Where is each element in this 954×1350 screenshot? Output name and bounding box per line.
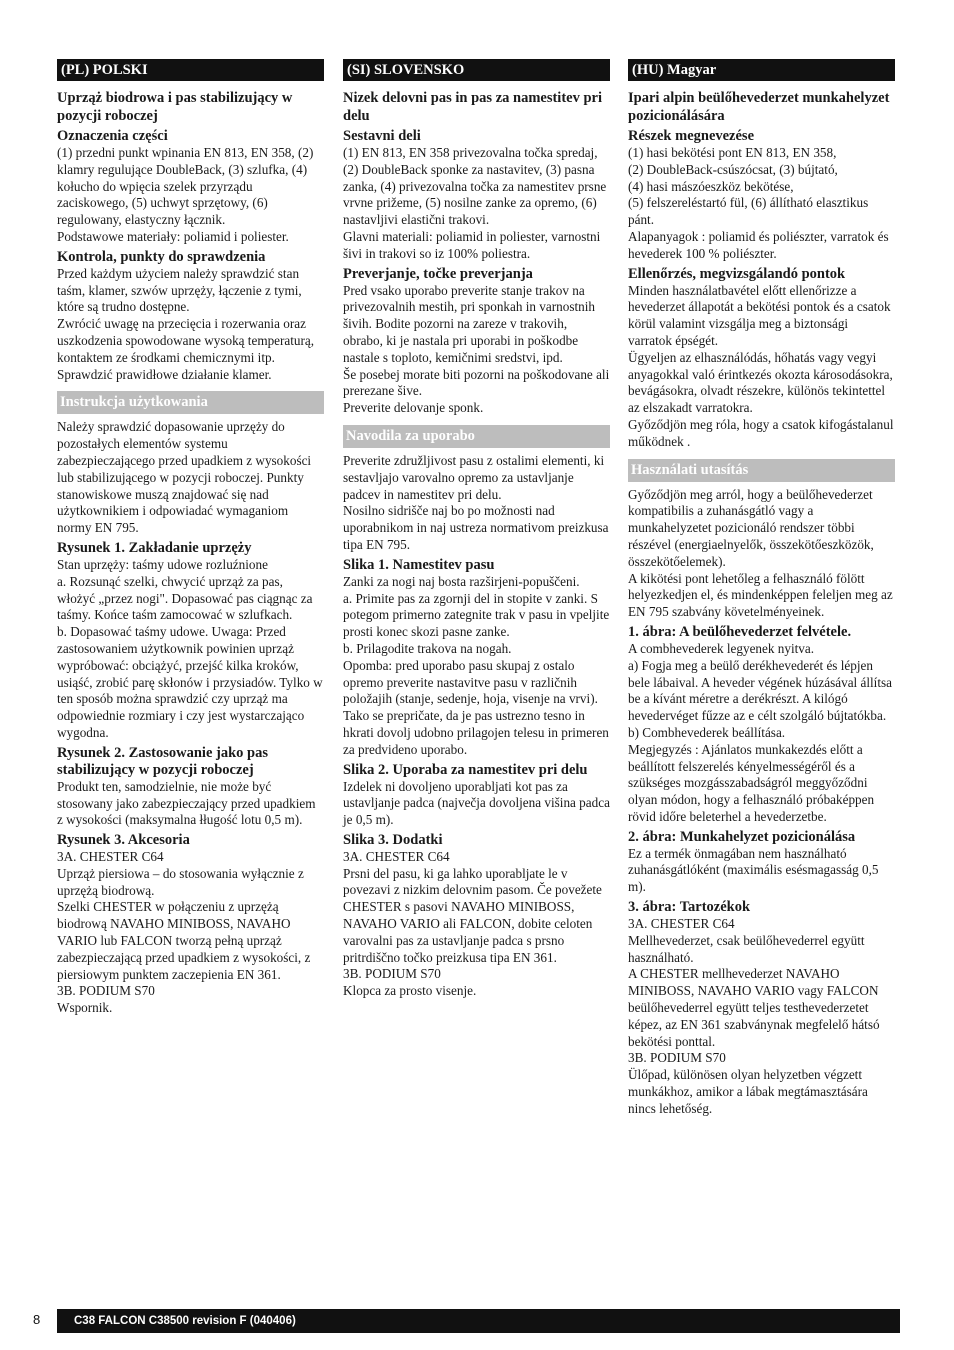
check-heading: Ellenőrzés, megvizsgálandó pontok <box>628 265 846 282</box>
language-header: (SI) SLOVENSKO <box>343 59 610 81</box>
column-slovensko <box>343 59 610 1000</box>
figure-2-heading: 2. ábra: Munkahelyzet pozicionálása <box>628 828 856 845</box>
parts-text: (1) przedni punkt wpinania EN 813, EN 358, (2) klamry regulujące DoubleBack, (3) szlufka, (4) kołucho do wpięcia szelek przyrządu zaciskowego, (5) uchwyt sprzętowy, (6) regulowany, elastyczny łącznik. Podstawowe materiały: poliamid i poliester. <box>57 145 314 244</box>
parts-text: (1) EN 813, EN 358 privezovalna točka spredaj, (2) DoubleBack sponke za nastavitev, (3) pasna zanka, (4) privezovalna točka za namestitev prsne vrvne prižeme, (5) nosilne zanke za opremo, (6) nastavljivi elastični trakovi. Glavni materiali: poliamid in poliester, varnostni šivi in trakovi so iz 100% poliestra. <box>343 145 607 261</box>
figure-1-heading: Slika 1. Namestitev pasu <box>343 556 495 573</box>
figure-2-text: Produkt ten, samodzielnie, nie może być stosowany jako zabezpieczający przed upadkiem z wysokości (maksymalna łługość lotu 0,5 m). <box>57 778 316 828</box>
intro-text: Győződjön meg arról, hogy a beülőhevederzet kompatibilis a zuhanásgátló vagy a munkahelyzetet pozicionáló rendszer többi részével (energiaelnyelők, összekötőeszközök, összekötőelemek). A kikötési pont lehetőleg a felhasználó fölött helyezkedjen el, és mindenképpen feleljen meg az EN 795 szabvány követelményeinek. <box>628 486 893 620</box>
document-label: C38 FALCON C38500 revision F (040406) <box>74 1315 296 1327</box>
figure-3-heading: Slika 3. Dodatki <box>343 831 443 848</box>
figure-1-text: Stan uprzęży: taśmy udowe rozluźnione a. Rozsunąć szelki, chwycić uprząż za pas, włożyć „przez nogi". Dopasować pas ciągnąc za taśmy. Końce taśm zamocować w szlufkach. b. Dopasować taśmy udowe. Uwaga: Przed zastosowaniem użytkownik powinien uprząż wypróbować: obciążyć, przejść kilka kroków, usiąść, zrobić parę skłonów i przysiadów. Tylko w ten sposób można sprawdzić czy uprząż ma odpowiednie rozmiary i czy jest wystarczająco wygodna. <box>57 556 323 740</box>
language-header: (PL) POLSKI <box>57 59 324 81</box>
figure-1-heading: Rysunek 1. Zakładanie uprzęży <box>57 539 252 556</box>
instructions-section-header: Használati utasítás <box>628 459 895 482</box>
figure-1-text: Zanki za nogi naj bosta razširjeni-popuščeni. a. Primite pas za zgornji del in stopite v zanki. S potegom primerno zategnite trak v pasu in vpeljite prosti konec skozi pasne zanke. b. Prilagodite trakova na nogah. Opomba: pred uporabo pasu skupaj z ostalo opremo preverite nastavitve pasu v različnih položajih (stanje, sedenje, hoja, visenje na vrvi). Tako se prepričate, da je pas ustrezno tesno in hkrati dovolj udobno prilagojen telesu in primeren za predvideno uporabo. <box>343 573 610 757</box>
figure-3-heading: 3. ábra: Tartozékok <box>628 899 751 916</box>
intro-text: Preverite združljivost pasu z ostalimi elementi, ki sestavljajo varovalno opremo za ustavljanje padcev in namestitev pri delu. Nosilno sidrišče naj bo po možnosti nad uporabnikom in naj ustreza normativom preizkusa tipa EN 795. <box>343 452 609 552</box>
language-header: (HU) Magyar <box>628 59 895 81</box>
column-magyar <box>628 59 895 1118</box>
figure-3-text: 3A. CHESTER C64 Prsni del pasu, ki ga lahko uporabljate le v povezavi z nizkim delovnim pasom. Če povežete CHESTER s pasovi NAVAHO MINIBOSS, NAVAHO VARIO ali FALCON, dobite celoten varovalni pas za ustavljanje padca s prsno pritrdiščno točko preizkusa tipa EN 361. 3B. PODIUM S70 Klopca za prosto visenje. <box>343 848 602 999</box>
intro-text: Należy sprawdzić dopasowanie uprzęży do pozostałych elementów systemu zabezpieczającego przed upadkiem z wysokości lub stabilizującego w pozycji roboczej. Punkty stanowiskowe muszą znajdować się nad użytkownikiem i odpowiadać wymaganiom normy EN 795. <box>57 419 312 536</box>
figure-2-heading: Slika 2. Uporaba za namestitev pri delu <box>343 761 588 778</box>
figure-3-heading: Rysunek 3. Akcesoria <box>57 832 190 849</box>
check-text: Pred vsako uporabo preverite stanje trakov na privezovalnih mestih, pri sponkah in varnostnih šivih. Bodite pozorni na zareze v trakovih, obrabo, ki je nastala pri uporabi in poškodbe nastale s toploto, kemičnimi sredstvi, ipd. Še posebej morate biti pozorni na poškodovane ali prerezane šive. Preverite delovanje sponk. <box>343 282 610 416</box>
product-title: Uprząż biodrowa i pas stabilizujący w pozycji roboczej <box>57 90 293 124</box>
figure-2-text: Izdelek ni dovoljeno uporabljati kot pas za ustavljanje padca (največja dovoljena višina padca je 0,5 m). <box>343 778 610 828</box>
figure-1-text: A combhevederek legyenek nyitva. a) Fogja meg a beülő derékhevederét és lépjen bele lábaival. A heveder végének húzásával állítsa be a kívánt méretre a derékrészt. A kilógó hevedervéget fűzze az e célt szolgáló bújtatókba. b) Combhevederek beállítása. Megjegyzés : Ajánlatos munkakezdés előtt a beállított felszerelés kényelmességéről és a szükséges mozgásszabadságról meggyőződni olyan módon, hogy a felhasználó próbaképpen rövid időre beleterhel a hevederzetbe. <box>628 640 892 824</box>
product-title: Ipari alpin beülőhevederzet munkahelyzet pozicionálására <box>628 90 890 124</box>
parts-text: (1) hasi bekötési pont EN 813, EN 358, (2) DoubleBack-csúszócsat, (3) bújtató, (4) hasi mászóeszköz bekötése, (5) felszereléstartó fül, (6) állítható elasztikus pánt. Alapanyagok : poliamid és poliészter, varratok és hevederek 100 % poliészter. <box>628 145 889 261</box>
product-title: Nizek delovni pas in pas za namestitev pri delu <box>343 90 602 124</box>
parts-heading: Sestavni deli <box>343 128 421 144</box>
check-heading: Preverjanje, točke preverjanja <box>343 265 533 282</box>
check-text: Przed każdym użyciem należy sprawdzić stan taśm, klamer, szwów uprzęży, łączenie z tymi, które są trudno dostępne. Zwrócić uwagę na przecięcia i rozerwania oraz uszkodzenia spowodowane wysoką temperaturą, kontaktem ze środkami chemicznymi itp. Sprawdzić prawidłowe działanie klamer. <box>57 265 315 382</box>
parts-heading: Oznaczenia części <box>57 128 168 144</box>
parts-heading: Részek megnevezése <box>628 128 755 144</box>
figure-2-heading: Rysunek 2. Zastosowanie jako pas stabilizujący w pozycji roboczej <box>57 744 268 778</box>
figure-1-heading: 1. ábra: A beülőhevederzet felvétele. <box>628 623 852 640</box>
figure-2-text: Ez a termék önmagában nem használható zuhanásgátlóként (maximális esésmagasság 0,5 m). <box>628 845 879 895</box>
figure-3-text: 3A. CHESTER C64 Uprząż piersiowa – do stosowania wyłącznie z uprzężą biodrową. Szelki CHESTER w połączeniu z uprzężą biodrową NAVAHO MINIBOSS, NAVAHO VARIO lub FALCON tworzą pełną uprząż zabezpieczającą przed upadkiem z wysokości, z piersiowym punktem zaczepienia EN 361. 3B. PODIUM S70 Wspornik. <box>57 849 311 1016</box>
check-text: Minden használatbavétel előtt ellenőrizze a hevederzet állapotát a bekötési pontok és a csatok körül valamint vizsgálja meg a biztonsági varratok épségét. Ügyeljen az elhasználódás, hőhatás vagy vegyi anyagokkal való érintkezés okozta károsodásokra, bevágásokra, olvadt részekre, különös tekintettel az elszakadt varratokra. Győződjön meg róla, hogy a csatok kifogástalanul működnek . <box>628 282 894 449</box>
check-heading: Kontrola, punkty do sprawdzenia <box>57 248 266 265</box>
figure-3-text: 3A. CHESTER C64 Mellhevederzet, csak beülőhevederrel együtt használható. A CHESTER mellhevederzet NAVAHO MINIBOSS, NAVAHO VARIO vagy FALCON beülőhevederrel együtt teljes testhevederzetet képez, az EN 361 szabványnak megfelelő hátsó bekötési ponttal. 3B. PODIUM S70 Ülőpad, különösen olyan helyzetben végzett munkákhoz, amikor a lábak megtámasztására nincs lehetőség. <box>628 916 880 1116</box>
page-number: 8 <box>33 1312 41 1327</box>
instructions-section-header: Navodila za uporabo <box>343 425 610 448</box>
footer-bar <box>57 1309 900 1333</box>
column-polski <box>57 59 324 1017</box>
instructions-section-header: Instrukcja użytkowania <box>57 391 324 414</box>
